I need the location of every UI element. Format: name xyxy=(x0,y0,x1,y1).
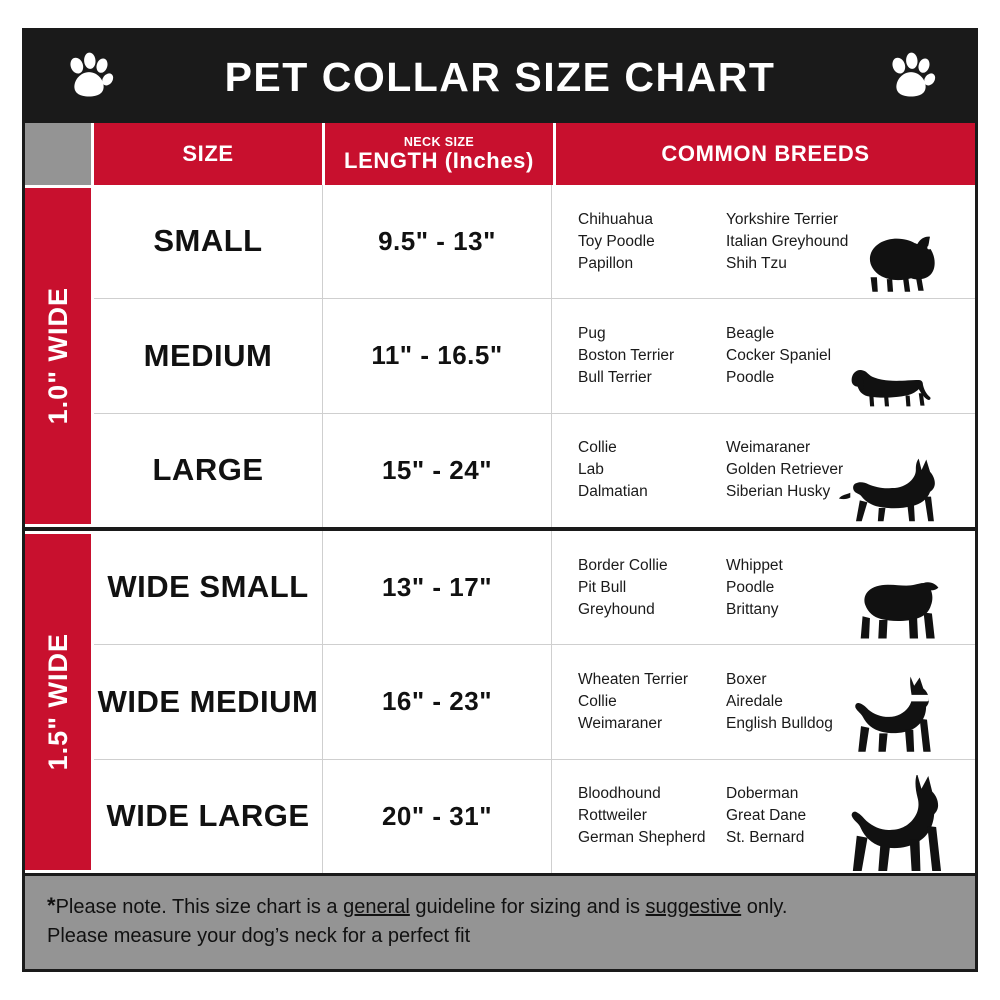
breed-item: Toy Poodle xyxy=(578,232,655,250)
breed-item: Greyhound xyxy=(578,600,655,618)
breed-item: Siberian Husky xyxy=(726,483,831,501)
breed-list-col1 xyxy=(578,323,726,389)
asterisk-marker: * xyxy=(47,893,56,918)
breed-item: Doberman xyxy=(726,785,799,803)
table-row xyxy=(94,531,975,645)
table-row xyxy=(94,414,975,527)
breed-item: Poodle xyxy=(726,578,775,596)
column-header-neck-size: NECK SIZE xyxy=(403,134,475,149)
cell-size: SMALL xyxy=(94,185,323,298)
breed-list-col2 xyxy=(726,669,876,735)
breed-item: German Shepherd xyxy=(578,829,706,847)
page-title: PET COLLAR SIZE CHART xyxy=(224,53,776,100)
breed-item: Beagle xyxy=(726,324,775,342)
table-header-row xyxy=(25,123,975,185)
breed-item: Cocker Spaniel xyxy=(726,346,832,364)
breed-list-col1 xyxy=(578,783,726,849)
cell-breeds xyxy=(552,531,975,644)
cell-size: MEDIUM xyxy=(94,299,323,412)
breed-item: Lab xyxy=(578,461,604,479)
breed-item: Border Collie xyxy=(578,556,668,574)
group-label-1-0-wide xyxy=(25,185,94,527)
cell-length: 13" - 17" xyxy=(323,531,552,644)
cell-length: 11" - 16.5" xyxy=(323,299,552,412)
cell-size: LARGE xyxy=(94,414,323,527)
breed-item: Wheaten Terrier xyxy=(578,670,688,688)
breed-item: Poodle xyxy=(726,368,775,386)
breed-item: Pug xyxy=(578,324,606,342)
footer-line-1 xyxy=(47,890,953,922)
breed-item: Pit Bull xyxy=(578,578,627,596)
breed-item: Chihuahua xyxy=(578,210,653,228)
group-label-text: 1.0" WIDE xyxy=(42,287,73,425)
header-corner-spacer xyxy=(25,123,94,185)
breed-item: Airedale xyxy=(726,692,783,710)
breed-list-col2 xyxy=(726,555,876,621)
cell-breeds xyxy=(552,645,975,758)
table-row xyxy=(94,645,975,759)
breed-item: Yorkshire Terrier xyxy=(726,210,838,228)
footer-text-c: only. xyxy=(741,896,788,918)
breed-list-col1 xyxy=(578,669,726,735)
column-header-size: SIZE xyxy=(94,123,325,185)
cell-size: WIDE MEDIUM xyxy=(94,645,323,758)
breed-item: Bloodhound xyxy=(578,785,661,803)
table-row xyxy=(94,760,975,873)
breed-list-col2 xyxy=(726,437,876,503)
chart-table xyxy=(25,123,975,873)
group-label-text: 1.5" WIDE xyxy=(42,633,73,771)
footer-line-2: Please measure your dog’s neck for a perfect fit xyxy=(47,925,471,947)
breed-item: Italian Greyhound xyxy=(726,232,849,250)
breed-item: Rottweiler xyxy=(578,807,647,825)
breed-item: Dalmatian xyxy=(578,483,648,501)
breed-list-col1 xyxy=(578,555,726,621)
group-label-1-5-wide xyxy=(25,531,94,873)
breed-item: Brittany xyxy=(726,600,779,618)
table-row xyxy=(94,185,975,299)
breed-item: Great Dane xyxy=(726,807,807,825)
breed-item: Whippet xyxy=(726,556,783,574)
breed-item: Papillon xyxy=(578,254,634,272)
breed-list-col1 xyxy=(578,437,726,503)
breed-item: Golden Retriever xyxy=(726,461,844,479)
paw-icon xyxy=(63,51,115,103)
group-1-0-wide xyxy=(25,185,975,527)
group-rows xyxy=(94,531,975,873)
cell-breeds xyxy=(552,414,975,527)
breed-item: St. Bernard xyxy=(726,829,805,847)
cell-breeds xyxy=(552,760,975,873)
cell-length: 15" - 24" xyxy=(323,414,552,527)
table-row xyxy=(94,299,975,413)
breed-item: English Bulldog xyxy=(726,714,833,732)
footer-text-suggestive: suggestive xyxy=(645,896,742,918)
breed-item: Boston Terrier xyxy=(578,346,675,364)
cell-length: 16" - 23" xyxy=(323,645,552,758)
breed-list-col1 xyxy=(578,209,726,275)
breed-item: Weimaraner xyxy=(578,714,663,732)
breed-item: Weimaraner xyxy=(726,439,811,457)
breed-item: Collie xyxy=(578,439,617,457)
breed-list-col2 xyxy=(726,323,876,389)
footer-text-general: general xyxy=(343,896,410,918)
group-rows xyxy=(94,185,975,527)
footer-text-b: guideline for sizing and is xyxy=(409,896,646,918)
paw-icon xyxy=(885,51,937,103)
chart-footer-note xyxy=(25,873,975,969)
cell-length: 20" - 31" xyxy=(323,760,552,873)
breed-item: Shih Tzu xyxy=(726,254,787,272)
breed-list-col2 xyxy=(726,209,876,275)
column-header-breeds: COMMON BREEDS xyxy=(556,123,975,185)
chart-header xyxy=(25,31,975,123)
size-chart xyxy=(22,28,978,972)
cell-breeds xyxy=(552,299,975,412)
footer-text-a: Please note. This size chart is a xyxy=(55,896,344,918)
breed-item: Collie xyxy=(578,692,617,710)
cell-breeds xyxy=(552,185,975,298)
cell-size: WIDE SMALL xyxy=(94,531,323,644)
breed-item: Bull Terrier xyxy=(578,368,652,386)
cell-size: WIDE LARGE xyxy=(94,760,323,873)
breed-list-col2 xyxy=(726,783,876,849)
breed-item: Boxer xyxy=(726,670,767,688)
group-1-5-wide xyxy=(25,527,975,873)
column-header-length xyxy=(325,123,556,185)
cell-length: 9.5" - 13" xyxy=(323,185,552,298)
column-header-length-label: LENGTH (Inches) xyxy=(344,148,534,174)
